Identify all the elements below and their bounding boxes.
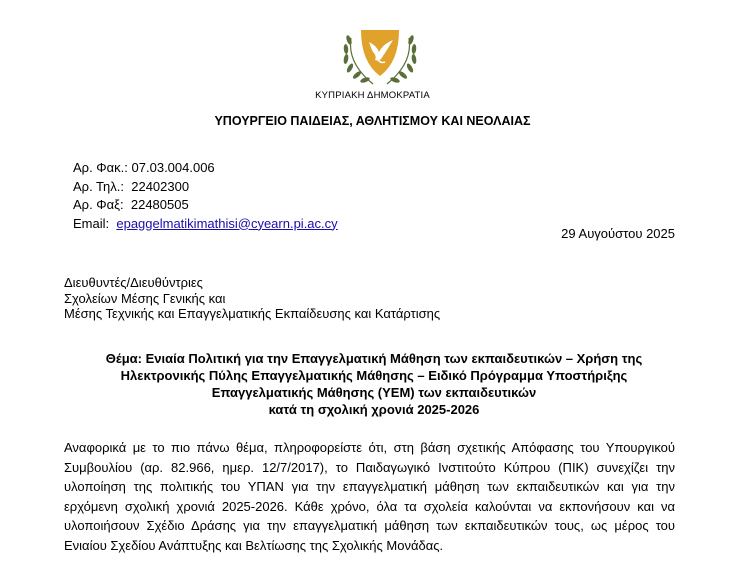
phone-label: Αρ. Τηλ.:	[73, 178, 124, 194]
file-number-row	[73, 159, 338, 178]
subject-line: κατά τη σχολική χρονιά 2025-2026	[268, 402, 480, 417]
email-label: Email:	[73, 215, 110, 231]
fax-row	[73, 196, 338, 215]
recipients-block	[64, 275, 440, 322]
phone-row	[73, 178, 338, 197]
subject-line: Επαγγελματικής Μάθησης (ΥΕΜ) των εκπαιδευτικών	[211, 385, 537, 400]
file-number-label: Αρ. Φακ.:	[73, 160, 128, 175]
cyprus-coat-of-arms-icon	[333, 18, 427, 90]
letter-date: 29 Αυγούστου 2025	[561, 226, 675, 241]
email-link[interactable]: epaggelmatikimathisi@cyearn.pi.ac.cy	[116, 215, 338, 231]
email-row	[73, 215, 338, 234]
republic-name: ΚΥΠΡΙΑΚΗ ΔΗΜΟΚΡΑΤΙΑ	[315, 90, 430, 101]
ministry-name: ΥΠΟΥΡΓΕΙΟ ΠΑΙΔΕΙΑΣ, ΑΘΛΗΤΙΣΜΟΥ ΚΑΙ ΝΕΟΛΑΙΑΣ	[214, 114, 531, 128]
file-number-value: 07.03.004.006	[131, 160, 215, 175]
recipient-line: Μέσης Τεχνικής και Επαγγελματικής Εκπαίδευσης και Κατάρτισης	[64, 306, 441, 321]
recipient-line: Σχολείων Μέσης Γενικής και	[64, 290, 226, 306]
body-paragraph: Αναφορικά με το πιο πάνω θέμα, πληροφορείστε ότι, στη βάση σχετικής Απόφασης του Υπουργικού Συμβουλίου (αρ. 82.966, ημερ. 12/7/2017), το Παιδαγωγικό Ινστιτούτο Κύπρου (ΠΙΚ) συνεχίζει την υλοποίηση της πολιτικής του ΥΠΑΝ για την επαγγελματική μάθηση των εκπαιδευτικών και για την ερχόμενη σχολική χρονιά 2025-2026. Κάθε χρόνο, όλα τα σχολεία καλούνται να εκπονήσουν και να υλοποιήσουν Σχέδιο Δράσης για την επαγγελματική μάθηση των εκπαιδευτικών τους, ως μέρος του Ενιαίου Σχεδίου Ανάπτυξης και Βελτίωσης της Σχολικής Μονάδας.	[64, 440, 675, 553]
reference-block	[73, 159, 338, 233]
phone-value: 22402300	[131, 178, 190, 194]
subject-line: Ηλεκτρονικής Πύλης Επαγγελματικής Μάθησης – Ειδικό Πρόγραμμα Υποστήριξης	[120, 368, 628, 383]
recipient-line: Διευθυντές/Διευθύντριες	[64, 275, 203, 290]
subject-block	[64, 350, 684, 418]
subject-line: Θέμα: Ενιαία Πολιτική για την Επαγγελματική Μάθηση των εκπαιδευτικών – Χρήση της	[105, 351, 643, 366]
fax-label: Αρ. Φαξ:	[73, 197, 124, 212]
fax-value: 22480505	[130, 197, 189, 212]
